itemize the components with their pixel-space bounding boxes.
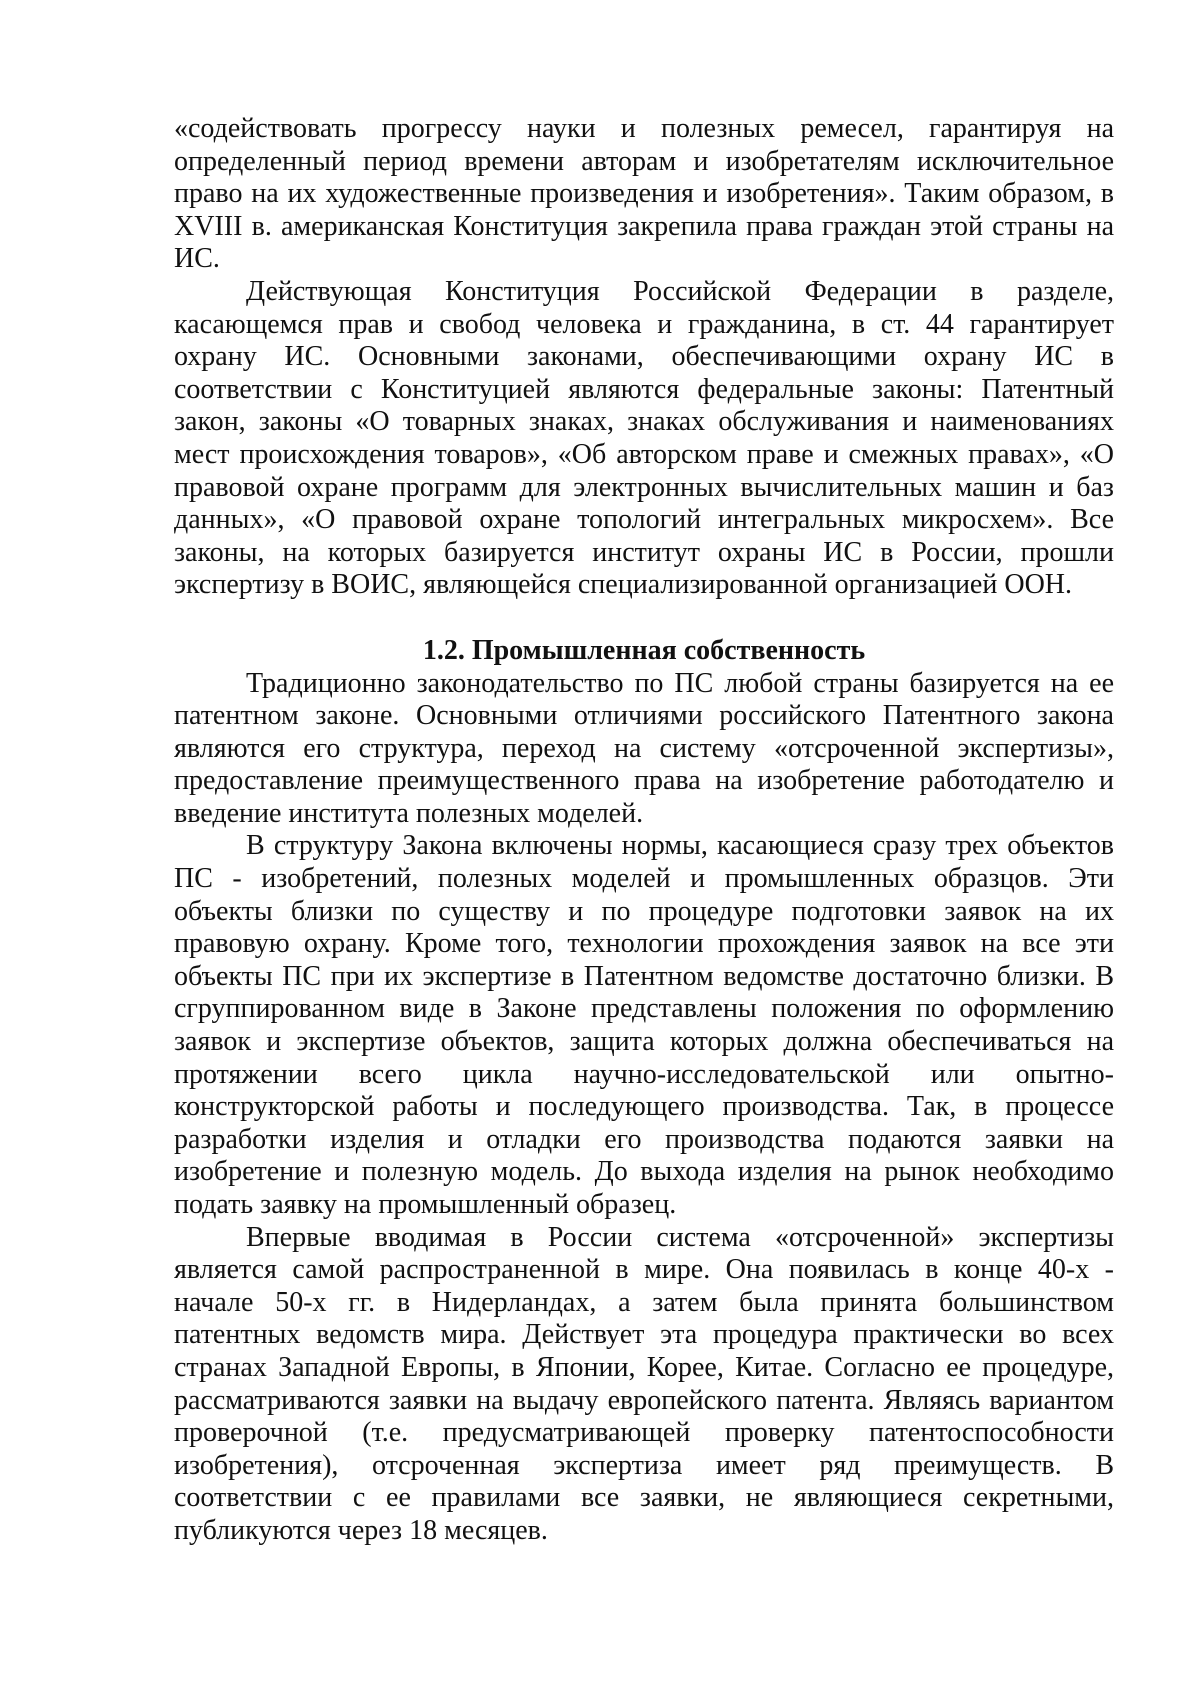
paragraph-russian-constitution: Действующая Конституция Российской Федерации в разделе, касающемся прав и свобод человека и гражданина, в ст. 44 гарантирует охрану ИС. Основными законами, обеспечивающими охрану ИС в соответствии с Конституцией являются федеральные законы: Патентный закон, законы «О товарных знаках, знаках обслуживания и наименованиях мест происхождения товаров», «Об авторском праве и смежных правах», «О правовой охране программ для электронных вычислительных машин и баз данных», «О правовой охране топологий интегральных микросхем». Все законы, на которых базируется институт охраны ИС в России, прошли экспертизу в ВОИС, являющейся специализированной организацией ООН.	[174, 275, 1114, 601]
paragraph-us-constitution: «содействовать прогрессу науки и полезных ремесел, гарантируя на определенный период времени авторам и изобретателям исключительное право на их художественные произведения и изобретения». Таким образом, в XVIII в. американская Конституция закрепила права граждан этой страны на ИС.	[174, 113, 1114, 275]
paragraph-law-structure: В структуру Закона включены нормы, касающиеся сразу трех объектов ПС - изобретений, полезных моделей и промышленных образцов. Эти объекты близки по существу и по процедуре подготовки заявок на их правовую охрану. Кроме того, технологии прохождения заявок на все эти объекты ПС при их экспертизе в Патентном ведомстве достаточно близки. В сгруппированном виде в Законе представлены положения по оформлению заявок и экспертизе объектов, защита которых должна обеспечиваться на протяжении всего цикла научно-исследовательской или опытно-конструкторской работы и последующего производства. Так, в процессе разработки изделия и отладки его производства подаются заявки на изобретение и полезную модель. До выхода изделия на рынок необходимо подать заявку на промышленный образец.	[174, 830, 1114, 1220]
paragraph-deferred-examination: Впервые вводимая в России система «отсроченной» экспертизы является самой распространенной в мире. Она появилась в конце 40-х - начале 50-х гг. в Нидерландах, а затем была принята большинством патентных ведомств мира. Действует эта процедура практически во всех странах Западной Европы, в Японии, Корее, Китае. Согласно ее процедуре, рассматриваются заявки на выдачу европейского патента. Являясь вариантом проверочной (т.е. предусматривающей проверку патентоспособности изобретения), отсроченная экспертиза имеет ряд преимуществ. В соответствии с ее правилами все заявки, не являющиеся секретными, публикуются через 18 месяцев.	[174, 1221, 1114, 1546]
paragraph-patent-law: Традиционно законодательство по ПС любой страны базируется на ее патентном законе. Основными отличиями российского Патентного закона являются его структура, переход на систему «отсроченной экспертизы», предоставление преимущественного права на изобретение работодателю и введение института полезных моделей.	[174, 667, 1114, 829]
section-heading: 1.2. Промышленная собственность	[422, 634, 866, 666]
